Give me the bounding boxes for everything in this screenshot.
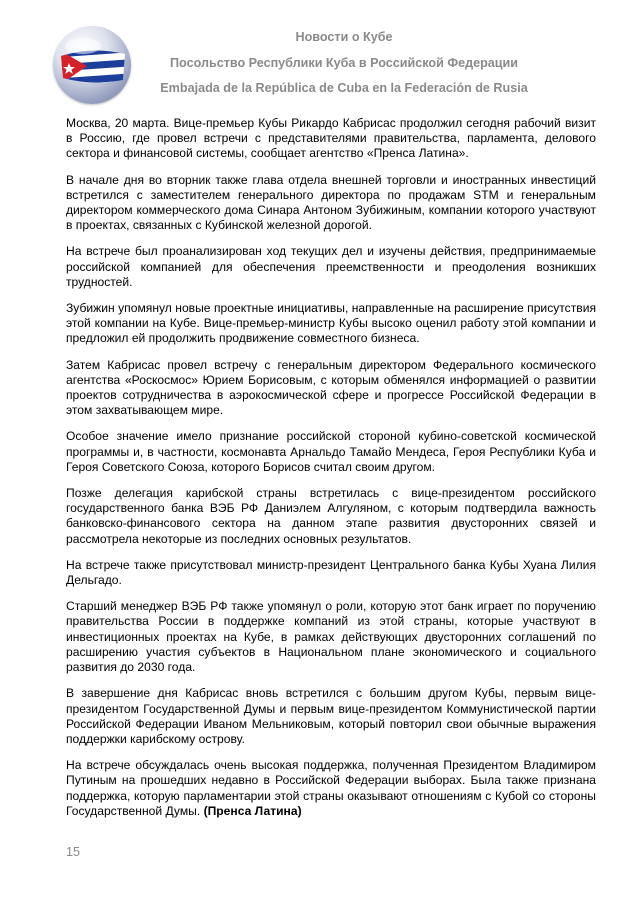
- article-paragraph: В завершение дня Кабрисас вновь встретился с большим другом Кубы, первым вице-президентом Государственной Думы и первым вице-президентом Коммунистической партии Российской Федерации Иваном Мельниковым, который повторил свои обычные выражения поддержки карибскому острову.: [66, 686, 596, 746]
- article-paragraph: Позже делегация карибской страны встретилась с вице-президентом российского государственного банка ВЭБ РФ Даниэлем Алгуляном, с которым подтвердила важность банковско-финансового сектора на данном этапе развития двусторонних связей и рассмотрела некоторые из последних основных результатов.: [66, 486, 596, 546]
- article-paragraph: В начале дня во вторник также глава отдела внешней торговли и иностранных инвестиций встретился с заместителем генерального директора по продажам STM и генеральным директором коммерческого дома Синара Антоном Зубижиным, компании которого участвуют в проектах, связанных с Кубинской железной дорогой.: [66, 172, 596, 233]
- article-paragraph: Старший менеджер ВЭБ РФ также упомянул о роли, которую этот банк играет по поручению правительства России в поддержке компаний из этой страны, которые участвуют в инвестиционных проектах на Кубе, в рамках действующих двусторонних соглашений по расширению участия субъектов в Национальном плане экономического и социального развития до 2030 года.: [66, 599, 596, 675]
- article-body: [66, 116, 596, 830]
- page-header: [0, 0, 644, 110]
- header-title: Новости о Кубе: [295, 30, 393, 44]
- article-paragraph: На встрече также присутствовал министр-президент Центрального банка Кубы Хуана Лилия Дельгадо.: [66, 557, 596, 588]
- article-paragraph: На встрече был проанализирован ход текущих дел и изучены действия, предпринимаемые российской компанией для обеспечения преемственности и преодоления возникших трудностей.: [66, 244, 596, 289]
- article-last-text: На встрече обсуждалась очень высокая поддержка, полученная Президентом Владимиром Путиным на прошедших недавно в Российской Федерации выборах. Была также признана поддержка, которую парламентарии этой страны оказывают отношениям с Кубой со стороны Государственной Думы.: [66, 758, 596, 818]
- header-embassy-spanish: Embajada de la República de Cuba en la Federación de Rusia: [160, 81, 528, 95]
- article-paragraph: Затем Кабрисас провел встречу с генеральным директором Федерального космического агентства «Роскосмос» Юрием Борисовым, с которым обменялся информацией о развитии проектов сотрудничества в аэрокосмической сфере и прогрессе Российской Федерации в этом захватывающем мире.: [66, 357, 596, 418]
- article-source: (Пренса Латина): [203, 803, 302, 818]
- article-paragraph: Особое значение имело признание российской стороной кубино-советской космической программы и, в частности, космонавта Арнальдо Тамайо Мендеса, Героя Республики Куба и Героя Советского Союза, которого Борисов считал своим другом.: [66, 429, 596, 474]
- article-paragraph-last: [66, 758, 596, 819]
- header-embassy-russian: Посольство Республики Куба в Российской Федерации: [170, 56, 518, 70]
- page-number: 15: [66, 845, 81, 859]
- article-paragraph: Москва, 20 марта. Вице-премьер Кубы Рикардо Кабрисас продолжил сегодня рабочий визит в Россию, где провел встречи с представителями правительства, парламента, делового сектора и финансовой системы, сообщает агентство «Пренса Латина».: [66, 116, 596, 161]
- article-paragraph: Зубижин упомянул новые проектные инициативы, направленные на расширение присутствия этой компании на Кубе. Вице-премьер-министр Кубы высоко оценил работу этой компании и предложил ей продолжить продвижение совместного бизнеса.: [66, 301, 596, 346]
